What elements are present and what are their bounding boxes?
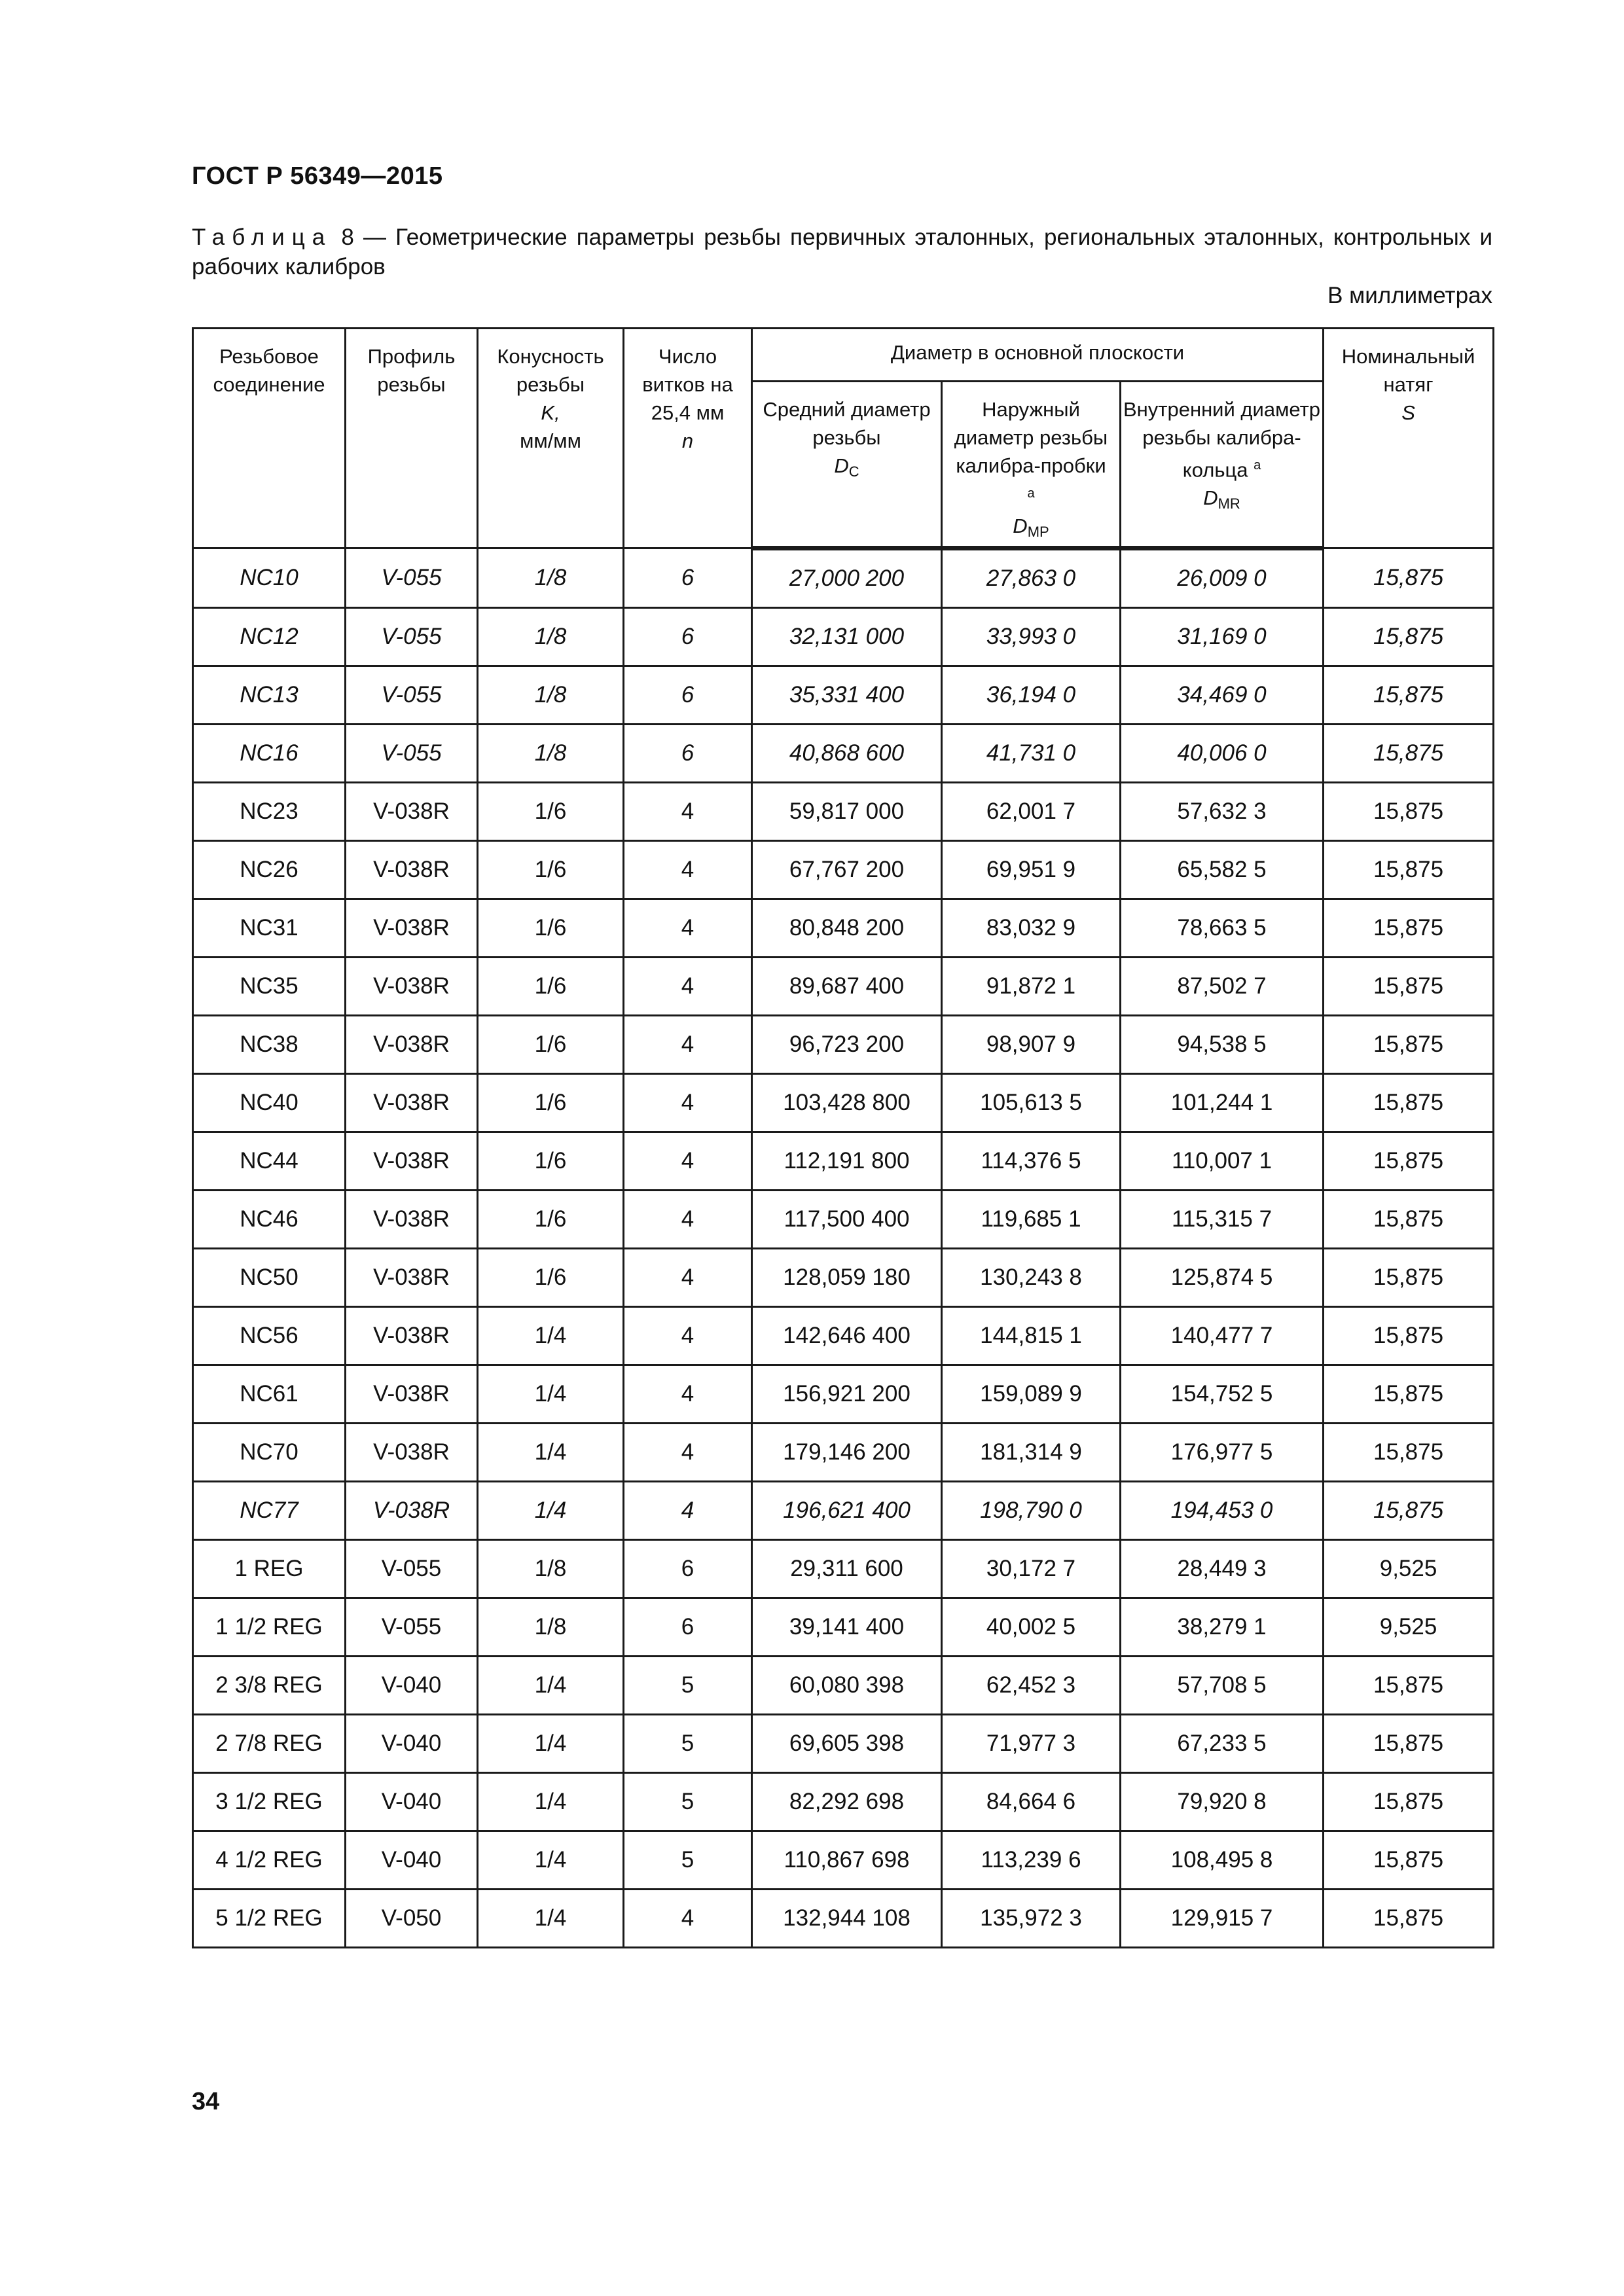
cell-outer-diameter: 71,977 3 <box>942 1715 1121 1773</box>
header-outer-diameter-note: a <box>1027 486 1035 501</box>
cell-inner-diameter: 108,495 8 <box>1121 1831 1324 1890</box>
cell-outer-diameter: 114,376 5 <box>942 1132 1121 1191</box>
cell-outer-diameter: 36,194 0 <box>942 666 1121 725</box>
table-caption-text: 8 — Геометрические параметры резьбы первичных эталонных, региональных эталонных, контрольных и рабочих калибров <box>192 224 1492 279</box>
header-diameter-group-label: Диаметр в основной плоскости <box>890 341 1185 364</box>
header-mean-diameter-subscript: C <box>848 463 859 480</box>
header-interference-label: Номинальный натяг <box>1341 345 1475 396</box>
header-outer-diameter-symbol: D <box>1013 514 1028 538</box>
cell-outer-diameter: 130,243 8 <box>942 1249 1121 1307</box>
cell-connection: NC13 <box>193 666 346 725</box>
cell-inner-diameter: 67,233 5 <box>1121 1715 1324 1773</box>
cell-connection: 2 3/8 REG <box>193 1657 346 1715</box>
cell-outer-diameter: 198,790 0 <box>942 1482 1121 1540</box>
cell-interference: 15,875 <box>1324 666 1494 725</box>
cell-taper: 1/4 <box>478 1365 624 1424</box>
cell-outer-diameter: 119,685 1 <box>942 1191 1121 1249</box>
cell-interference: 15,875 <box>1324 608 1494 666</box>
cell-mean-diameter: 35,331 400 <box>752 666 942 725</box>
cell-inner-diameter: 110,007 1 <box>1121 1132 1324 1191</box>
cell-mean-diameter: 39,141 400 <box>752 1598 942 1657</box>
cell-connection: 1 1/2 REG <box>193 1598 346 1657</box>
table-row <box>193 548 1494 608</box>
cell-interference: 15,875 <box>1324 1365 1494 1424</box>
cell-connection: 2 7/8 REG <box>193 1715 346 1773</box>
table-row <box>193 608 1494 666</box>
cell-turns: 4 <box>624 1307 752 1365</box>
cell-inner-diameter: 57,632 3 <box>1121 783 1324 841</box>
table-row <box>193 1540 1494 1598</box>
cell-turns: 4 <box>624 1132 752 1191</box>
cell-connection: 4 1/2 REG <box>193 1831 346 1890</box>
cell-profile: V-038R <box>346 1482 478 1540</box>
cell-mean-diameter: 32,131 000 <box>752 608 942 666</box>
table-row <box>193 1598 1494 1657</box>
cell-inner-diameter: 140,477 7 <box>1121 1307 1324 1365</box>
cell-outer-diameter: 69,951 9 <box>942 841 1121 899</box>
cell-mean-diameter: 128,059 180 <box>752 1249 942 1307</box>
cell-taper: 1/8 <box>478 1598 624 1657</box>
table-row <box>193 1249 1494 1307</box>
cell-mean-diameter: 59,817 000 <box>752 783 942 841</box>
cell-connection: NC70 <box>193 1424 346 1482</box>
cell-turns: 4 <box>624 1890 752 1948</box>
cell-inner-diameter: 57,708 5 <box>1121 1657 1324 1715</box>
cell-turns: 4 <box>624 841 752 899</box>
table-row <box>193 841 1494 899</box>
cell-taper: 1/4 <box>478 1715 624 1773</box>
table-row <box>193 1132 1494 1191</box>
cell-taper: 1/6 <box>478 899 624 958</box>
cell-connection: NC46 <box>193 1191 346 1249</box>
cell-turns: 4 <box>624 783 752 841</box>
cell-connection: NC35 <box>193 958 346 1016</box>
cell-profile: V-040 <box>346 1773 478 1831</box>
cell-turns: 4 <box>624 1424 752 1482</box>
cell-inner-diameter: 31,169 0 <box>1121 608 1324 666</box>
cell-interference: 15,875 <box>1324 1831 1494 1890</box>
cell-profile: V-038R <box>346 1249 478 1307</box>
cell-profile: V-038R <box>346 841 478 899</box>
cell-interference: 15,875 <box>1324 841 1494 899</box>
cell-outer-diameter: 41,731 0 <box>942 725 1121 783</box>
cell-interference: 9,525 <box>1324 1598 1494 1657</box>
table-row <box>193 666 1494 725</box>
table-body <box>193 548 1494 1948</box>
header-mean-diameter <box>752 382 942 548</box>
cell-connection: NC77 <box>193 1482 346 1540</box>
header-inner-diameter-note: a <box>1254 458 1261 473</box>
cell-taper: 1/8 <box>478 548 624 608</box>
cell-taper: 1/8 <box>478 608 624 666</box>
cell-mean-diameter: 96,723 200 <box>752 1016 942 1074</box>
header-turns <box>624 329 752 548</box>
cell-connection: 3 1/2 REG <box>193 1773 346 1831</box>
cell-turns: 6 <box>624 1540 752 1598</box>
cell-inner-diameter: 194,453 0 <box>1121 1482 1324 1540</box>
cell-interference: 9,525 <box>1324 1540 1494 1598</box>
cell-profile: V-038R <box>346 1016 478 1074</box>
cell-connection: NC16 <box>193 725 346 783</box>
cell-turns: 6 <box>624 666 752 725</box>
cell-profile: V-038R <box>346 958 478 1016</box>
header-outer-diameter-label: Наружный диаметр резьбы калибра-пробки <box>954 398 1108 477</box>
cell-profile: V-038R <box>346 1074 478 1132</box>
cell-interference: 15,875 <box>1324 1715 1494 1773</box>
cell-mean-diameter: 112,191 800 <box>752 1132 942 1191</box>
cell-taper: 1/6 <box>478 1132 624 1191</box>
cell-turns: 4 <box>624 1249 752 1307</box>
cell-interference: 15,875 <box>1324 958 1494 1016</box>
cell-taper: 1/4 <box>478 1773 624 1831</box>
cell-taper: 1/6 <box>478 1191 624 1249</box>
header-turns-label: Число витков на 25,4 мм <box>642 345 733 424</box>
cell-interference: 15,875 <box>1324 1482 1494 1540</box>
cell-interference: 15,875 <box>1324 899 1494 958</box>
cell-inner-diameter: 34,469 0 <box>1121 666 1324 725</box>
cell-taper: 1/4 <box>478 1831 624 1890</box>
table-row <box>193 1307 1494 1365</box>
header-interference-symbol: S <box>1401 401 1415 424</box>
table-row <box>193 899 1494 958</box>
header-inner-diameter <box>1121 382 1324 548</box>
cell-mean-diameter: 67,767 200 <box>752 841 942 899</box>
header-taper-unit: мм/мм <box>520 429 581 452</box>
cell-turns: 4 <box>624 1074 752 1132</box>
cell-turns: 4 <box>624 1482 752 1540</box>
table-row <box>193 783 1494 841</box>
thread-parameters-table <box>192 327 1494 1948</box>
cell-outer-diameter: 113,239 6 <box>942 1831 1121 1890</box>
cell-taper: 1/4 <box>478 1890 624 1948</box>
cell-taper: 1/8 <box>478 1540 624 1598</box>
cell-connection: NC26 <box>193 841 346 899</box>
cell-profile: V-055 <box>346 548 478 608</box>
cell-mean-diameter: 80,848 200 <box>752 899 942 958</box>
cell-mean-diameter: 196,621 400 <box>752 1482 942 1540</box>
cell-connection: NC44 <box>193 1132 346 1191</box>
table-row <box>193 1424 1494 1482</box>
cell-turns: 4 <box>624 1365 752 1424</box>
cell-inner-diameter: 101,244 1 <box>1121 1074 1324 1132</box>
header-connection-label: Резьбовое соединение <box>213 345 325 396</box>
header-diameter-group <box>752 329 1324 382</box>
cell-interference: 15,875 <box>1324 1307 1494 1365</box>
cell-outer-diameter: 27,863 0 <box>942 548 1121 608</box>
cell-mean-diameter: 82,292 698 <box>752 1773 942 1831</box>
cell-taper: 1/6 <box>478 783 624 841</box>
cell-outer-diameter: 83,032 9 <box>942 899 1121 958</box>
cell-connection: NC61 <box>193 1365 346 1424</box>
cell-turns: 4 <box>624 1191 752 1249</box>
cell-profile: V-038R <box>346 1365 478 1424</box>
cell-turns: 5 <box>624 1657 752 1715</box>
page-number: 34 <box>192 2088 220 2115</box>
cell-turns: 5 <box>624 1773 752 1831</box>
cell-connection: NC12 <box>193 608 346 666</box>
cell-mean-diameter: 29,311 600 <box>752 1540 942 1598</box>
table-row <box>193 1191 1494 1249</box>
cell-inner-diameter: 176,977 5 <box>1121 1424 1324 1482</box>
cell-inner-diameter: 40,006 0 <box>1121 725 1324 783</box>
cell-profile: V-038R <box>346 783 478 841</box>
cell-inner-diameter: 129,915 7 <box>1121 1890 1324 1948</box>
cell-outer-diameter: 181,314 9 <box>942 1424 1121 1482</box>
cell-turns: 4 <box>624 1016 752 1074</box>
cell-profile: V-055 <box>346 608 478 666</box>
cell-inner-diameter: 125,874 5 <box>1121 1249 1324 1307</box>
cell-profile: V-040 <box>346 1831 478 1890</box>
cell-inner-diameter: 87,502 7 <box>1121 958 1324 1016</box>
header-inner-diameter-label: Внутренний диаметр резьбы калибра-кольца <box>1123 398 1321 482</box>
cell-outer-diameter: 159,089 9 <box>942 1365 1121 1424</box>
cell-interference: 15,875 <box>1324 1249 1494 1307</box>
cell-connection: NC10 <box>193 548 346 608</box>
cell-connection: NC40 <box>193 1074 346 1132</box>
cell-outer-diameter: 33,993 0 <box>942 608 1121 666</box>
cell-mean-diameter: 110,867 698 <box>752 1831 942 1890</box>
cell-turns: 6 <box>624 548 752 608</box>
cell-taper: 1/8 <box>478 666 624 725</box>
cell-turns: 5 <box>624 1715 752 1773</box>
header-profile <box>346 329 478 548</box>
cell-taper: 1/4 <box>478 1307 624 1365</box>
header-interference <box>1324 329 1494 548</box>
cell-connection: 1 REG <box>193 1540 346 1598</box>
cell-interference: 15,875 <box>1324 1890 1494 1948</box>
cell-interference: 15,875 <box>1324 1074 1494 1132</box>
cell-profile: V-038R <box>346 1191 478 1249</box>
cell-connection: NC50 <box>193 1249 346 1307</box>
cell-outer-diameter: 62,452 3 <box>942 1657 1121 1715</box>
cell-turns: 6 <box>624 1598 752 1657</box>
units-note: В миллиметрах <box>1327 283 1492 308</box>
cell-outer-diameter: 144,815 1 <box>942 1307 1121 1365</box>
table-row <box>193 725 1494 783</box>
cell-interference: 15,875 <box>1324 783 1494 841</box>
cell-mean-diameter: 179,146 200 <box>752 1424 942 1482</box>
cell-interference: 15,875 <box>1324 1657 1494 1715</box>
header-connection <box>193 329 346 548</box>
header-outer-diameter <box>942 382 1121 548</box>
cell-profile: V-038R <box>346 1132 478 1191</box>
cell-outer-diameter: 91,872 1 <box>942 958 1121 1016</box>
cell-mean-diameter: 69,605 398 <box>752 1715 942 1773</box>
cell-turns: 4 <box>624 899 752 958</box>
cell-connection: NC56 <box>193 1307 346 1365</box>
table-row <box>193 1890 1494 1948</box>
cell-connection: NC31 <box>193 899 346 958</box>
cell-taper: 1/6 <box>478 958 624 1016</box>
cell-profile: V-038R <box>346 899 478 958</box>
cell-taper: 1/4 <box>478 1424 624 1482</box>
header-turns-symbol: n <box>681 429 694 452</box>
cell-connection: NC23 <box>193 783 346 841</box>
header-profile-label: Профиль резьбы <box>367 345 456 396</box>
header-inner-diameter-symbol: D <box>1203 486 1218 510</box>
table-row <box>193 1365 1494 1424</box>
cell-interference: 15,875 <box>1324 1016 1494 1074</box>
cell-profile: V-055 <box>346 1598 478 1657</box>
table-caption <box>192 223 1492 281</box>
header-mean-diameter-symbol: D <box>834 454 849 477</box>
cell-mean-diameter: 40,868 600 <box>752 725 942 783</box>
header-inner-diameter-subscript: MR <box>1218 495 1240 512</box>
cell-mean-diameter: 142,646 400 <box>752 1307 942 1365</box>
cell-inner-diameter: 78,663 5 <box>1121 899 1324 958</box>
cell-taper: 1/4 <box>478 1657 624 1715</box>
cell-taper: 1/4 <box>478 1482 624 1540</box>
cell-inner-diameter: 26,009 0 <box>1121 548 1324 608</box>
cell-mean-diameter: 132,944 108 <box>752 1890 942 1948</box>
cell-taper: 1/6 <box>478 841 624 899</box>
cell-turns: 6 <box>624 608 752 666</box>
cell-outer-diameter: 62,001 7 <box>942 783 1121 841</box>
table-row <box>193 1016 1494 1074</box>
header-taper-symbol: K, <box>541 401 560 424</box>
cell-interference: 15,875 <box>1324 1773 1494 1831</box>
cell-turns: 5 <box>624 1831 752 1890</box>
cell-inner-diameter: 28,449 3 <box>1121 1540 1324 1598</box>
table-caption-label: Таблица <box>192 224 333 250</box>
cell-profile: V-055 <box>346 725 478 783</box>
table-row <box>193 958 1494 1016</box>
cell-profile: V-040 <box>346 1715 478 1773</box>
table-row <box>193 1074 1494 1132</box>
cell-mean-diameter: 89,687 400 <box>752 958 942 1016</box>
cell-inner-diameter: 65,582 5 <box>1121 841 1324 899</box>
cell-taper: 1/6 <box>478 1016 624 1074</box>
cell-profile: V-038R <box>346 1307 478 1365</box>
cell-taper: 1/6 <box>478 1249 624 1307</box>
header-taper-label: Конусность резьбы <box>497 345 604 396</box>
cell-connection: NC38 <box>193 1016 346 1074</box>
cell-inner-diameter: 94,538 5 <box>1121 1016 1324 1074</box>
cell-interference: 15,875 <box>1324 1191 1494 1249</box>
table-row <box>193 1657 1494 1715</box>
cell-interference: 15,875 <box>1324 1424 1494 1482</box>
cell-inner-diameter: 115,315 7 <box>1121 1191 1324 1249</box>
cell-profile: V-055 <box>346 666 478 725</box>
cell-outer-diameter: 105,613 5 <box>942 1074 1121 1132</box>
cell-inner-diameter: 79,920 8 <box>1121 1773 1324 1831</box>
cell-mean-diameter: 117,500 400 <box>752 1191 942 1249</box>
cell-profile: V-050 <box>346 1890 478 1948</box>
cell-outer-diameter: 98,907 9 <box>942 1016 1121 1074</box>
cell-outer-diameter: 30,172 7 <box>942 1540 1121 1598</box>
cell-inner-diameter: 154,752 5 <box>1121 1365 1324 1424</box>
cell-profile: V-038R <box>346 1424 478 1482</box>
cell-interference: 15,875 <box>1324 1132 1494 1191</box>
cell-mean-diameter: 60,080 398 <box>752 1657 942 1715</box>
table-row <box>193 1715 1494 1773</box>
table-row <box>193 1773 1494 1831</box>
cell-mean-diameter: 103,428 800 <box>752 1074 942 1132</box>
document-id: ГОСТ Р 56349—2015 <box>192 162 443 190</box>
cell-taper: 1/8 <box>478 725 624 783</box>
header-outer-diameter-subscript: MP <box>1027 524 1049 541</box>
cell-outer-diameter: 40,002 5 <box>942 1598 1121 1657</box>
cell-mean-diameter: 156,921 200 <box>752 1365 942 1424</box>
header-taper <box>478 329 624 548</box>
header-mean-diameter-label: Средний диаметр резьбы <box>763 398 931 449</box>
cell-turns: 4 <box>624 958 752 1016</box>
cell-profile: V-040 <box>346 1657 478 1715</box>
cell-inner-diameter: 38,279 1 <box>1121 1598 1324 1657</box>
cell-connection: 5 1/2 REG <box>193 1890 346 1948</box>
cell-outer-diameter: 84,664 6 <box>942 1773 1121 1831</box>
cell-interference: 15,875 <box>1324 548 1494 608</box>
table-row <box>193 1831 1494 1890</box>
table-row <box>193 1482 1494 1540</box>
cell-taper: 1/6 <box>478 1074 624 1132</box>
cell-profile: V-055 <box>346 1540 478 1598</box>
cell-mean-diameter: 27,000 200 <box>752 548 942 608</box>
cell-interference: 15,875 <box>1324 725 1494 783</box>
cell-turns: 6 <box>624 725 752 783</box>
cell-outer-diameter: 135,972 3 <box>942 1890 1121 1948</box>
